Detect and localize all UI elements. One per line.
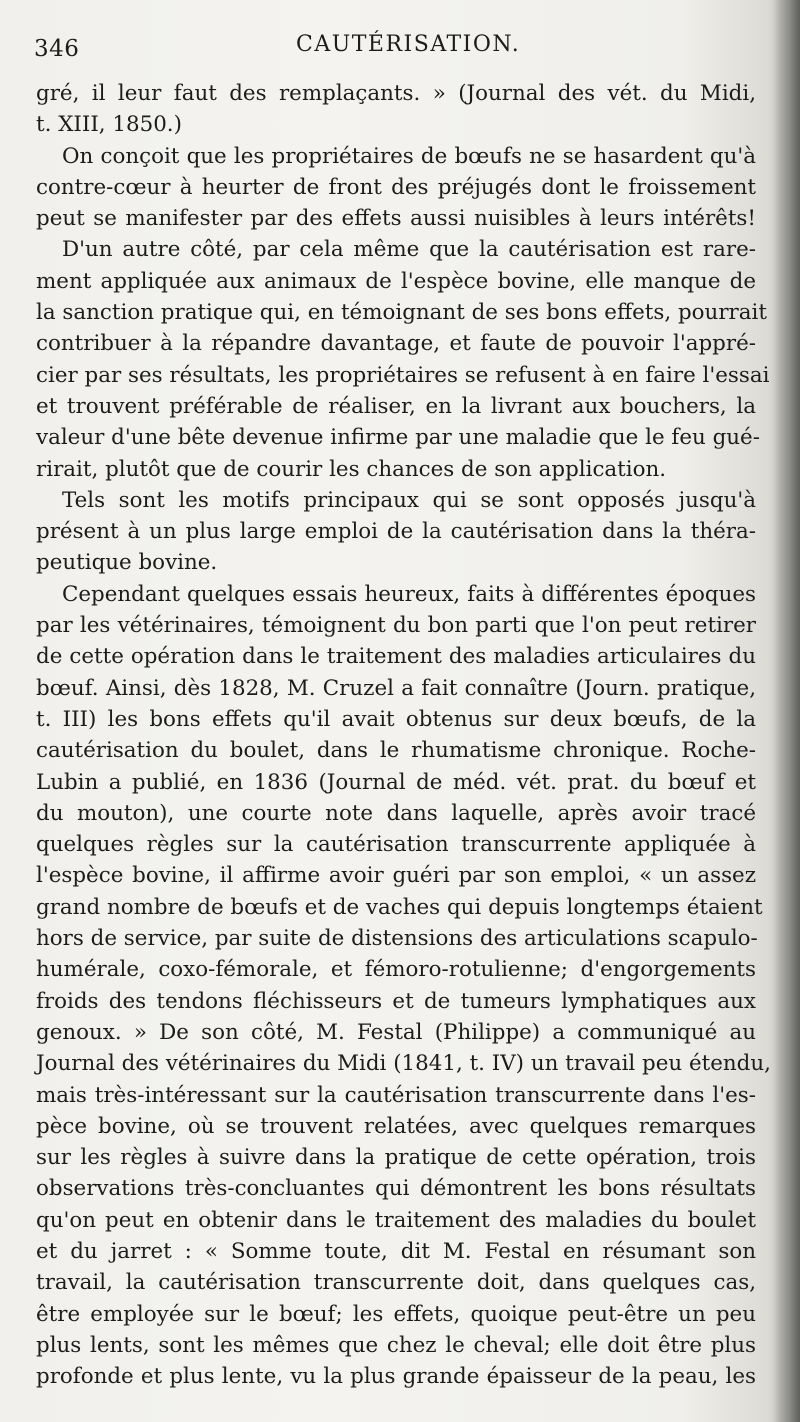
text-line: ment appliquée aux animaux de l'espèce bovine, elle manque de [36, 268, 756, 294]
text-line: gré, il leur faut des remplaçants. » (Journal des vét. du Midi, [36, 81, 756, 106]
text-line: présent à un plus large emploi de la cautérisation dans la théra- [36, 519, 756, 545]
text-line: genoux. » De son côté, M. Festal (Philippe) a communiqué au [36, 1019, 756, 1045]
body-text [36, 78, 771, 1392]
text-line: mais très-intéressant sur la cautérisation transcurrente dans l'es- [36, 1082, 756, 1108]
text-line: profonde et plus lente, vu la plus grande épaisseur de la peau, les [36, 1364, 756, 1390]
text-line: peut se manifester par des effets aussi nuisibles à leurs intérêts! [36, 206, 756, 232]
text-line: froids des tendons fléchisseurs et de tumeurs lymphatiques aux [36, 988, 756, 1014]
text-line: contre-cœur à heurter de front des préjugés dont le froissement [36, 174, 756, 200]
running-head [34, 32, 754, 66]
text-line: la sanction pratique qui, en témoignant de ses bons effets, pourrait [36, 300, 767, 326]
text-line: Lubin a publié, en 1836 (Journal de méd. vét. prat. du bœuf et [36, 769, 756, 795]
text-line: cautérisation du boulet, dans le rhumatisme chronique. Roche- [36, 738, 756, 764]
text-line: bœuf. Ainsi, dès 1828, M. Cruzel a fait connaître (Journ. pratique, [36, 675, 756, 701]
text-line: peutique bovine. [36, 550, 218, 576]
text-line: D'un autre côté, par cela même que la cautérisation est rare- [62, 237, 756, 263]
text-line: quelques règles sur la cautérisation transcurrente appliquée à [36, 832, 756, 858]
text-line: par les vétérinaires, témoignent du bon parti que l'on peut retirer [36, 613, 756, 639]
text-line: humérale, coxo-fémorale, et fémoro-rotulienne; d'engorgements [36, 957, 756, 983]
text-line: l'espèce bovine, il affirme avoir guéri par son emploi, « un assez [36, 863, 756, 889]
text-line: qu'on peut en obtenir dans le traitement des maladies du boulet [36, 1207, 756, 1233]
text-line: du mouton), une courte note dans laquelle, après avoir tracé [36, 800, 756, 826]
text-line: cier par ses résultats, les propriétaires se refusent à en faire l'essai [36, 362, 770, 388]
text-line: grand nombre de bœufs et de vaches qui depuis longtemps étaient [36, 894, 763, 920]
text-line: contribuer à la répandre davantage, et faute de pouvoir l'appré- [36, 331, 756, 357]
running-title: CAUTÉRISATION. [296, 32, 521, 57]
text-line: de cette opération dans le traitement des maladies articulaires du [36, 644, 756, 670]
text-line: t. III) les bons effets qu'il avait obtenus sur deux bœufs, de la [36, 706, 756, 732]
text-line: pèce bovine, où se trouvent relatées, avec quelques remarques [36, 1113, 756, 1139]
text-line: et trouvent préférable de réaliser, en la livrant aux bouchers, la [36, 393, 756, 419]
text-line: sur les règles à suivre dans la pratique de cette opération, trois [36, 1145, 756, 1171]
text-line: observations très-concluantes qui démontrent les bons résultats [36, 1176, 756, 1202]
text-line: et du jarret : « Somme toute, dit M. Festal en résumant son [36, 1238, 756, 1264]
text-line: t. XIII, 1850.) [36, 112, 182, 138]
text-line: Journal des vétérinaires du Midi (1841, t. IV) un travail peu étendu, [36, 1051, 771, 1077]
text-line: travail, la cautérisation transcurrente doit, dans quelques cas, [36, 1270, 756, 1296]
page-number: 346 [34, 36, 80, 62]
text-line: On conçoit que les propriétaires de bœufs ne se hasardent qu'à [62, 143, 756, 169]
text-line: Tels sont les motifs principaux qui se sont opposés jusqu'à [62, 487, 756, 513]
text-line: hors de service, par suite de distensions des articulations scapulo- [36, 926, 758, 952]
page-edge-shadow [774, 0, 800, 1422]
text-line: rirait, plutôt que de courir les chances de son application. [36, 456, 667, 482]
text-line: valeur d'une bête devenue infirme par une maladie que le feu gué- [36, 425, 760, 451]
text-line: plus lents, sont les mêmes que chez le cheval; elle doit être plus [36, 1332, 756, 1358]
text-line: Cependant quelques essais heureux, faits à différentes époques [62, 581, 756, 607]
text-line: être employée sur le bœuf; les effets, quoique peut-être un peu [36, 1301, 756, 1327]
